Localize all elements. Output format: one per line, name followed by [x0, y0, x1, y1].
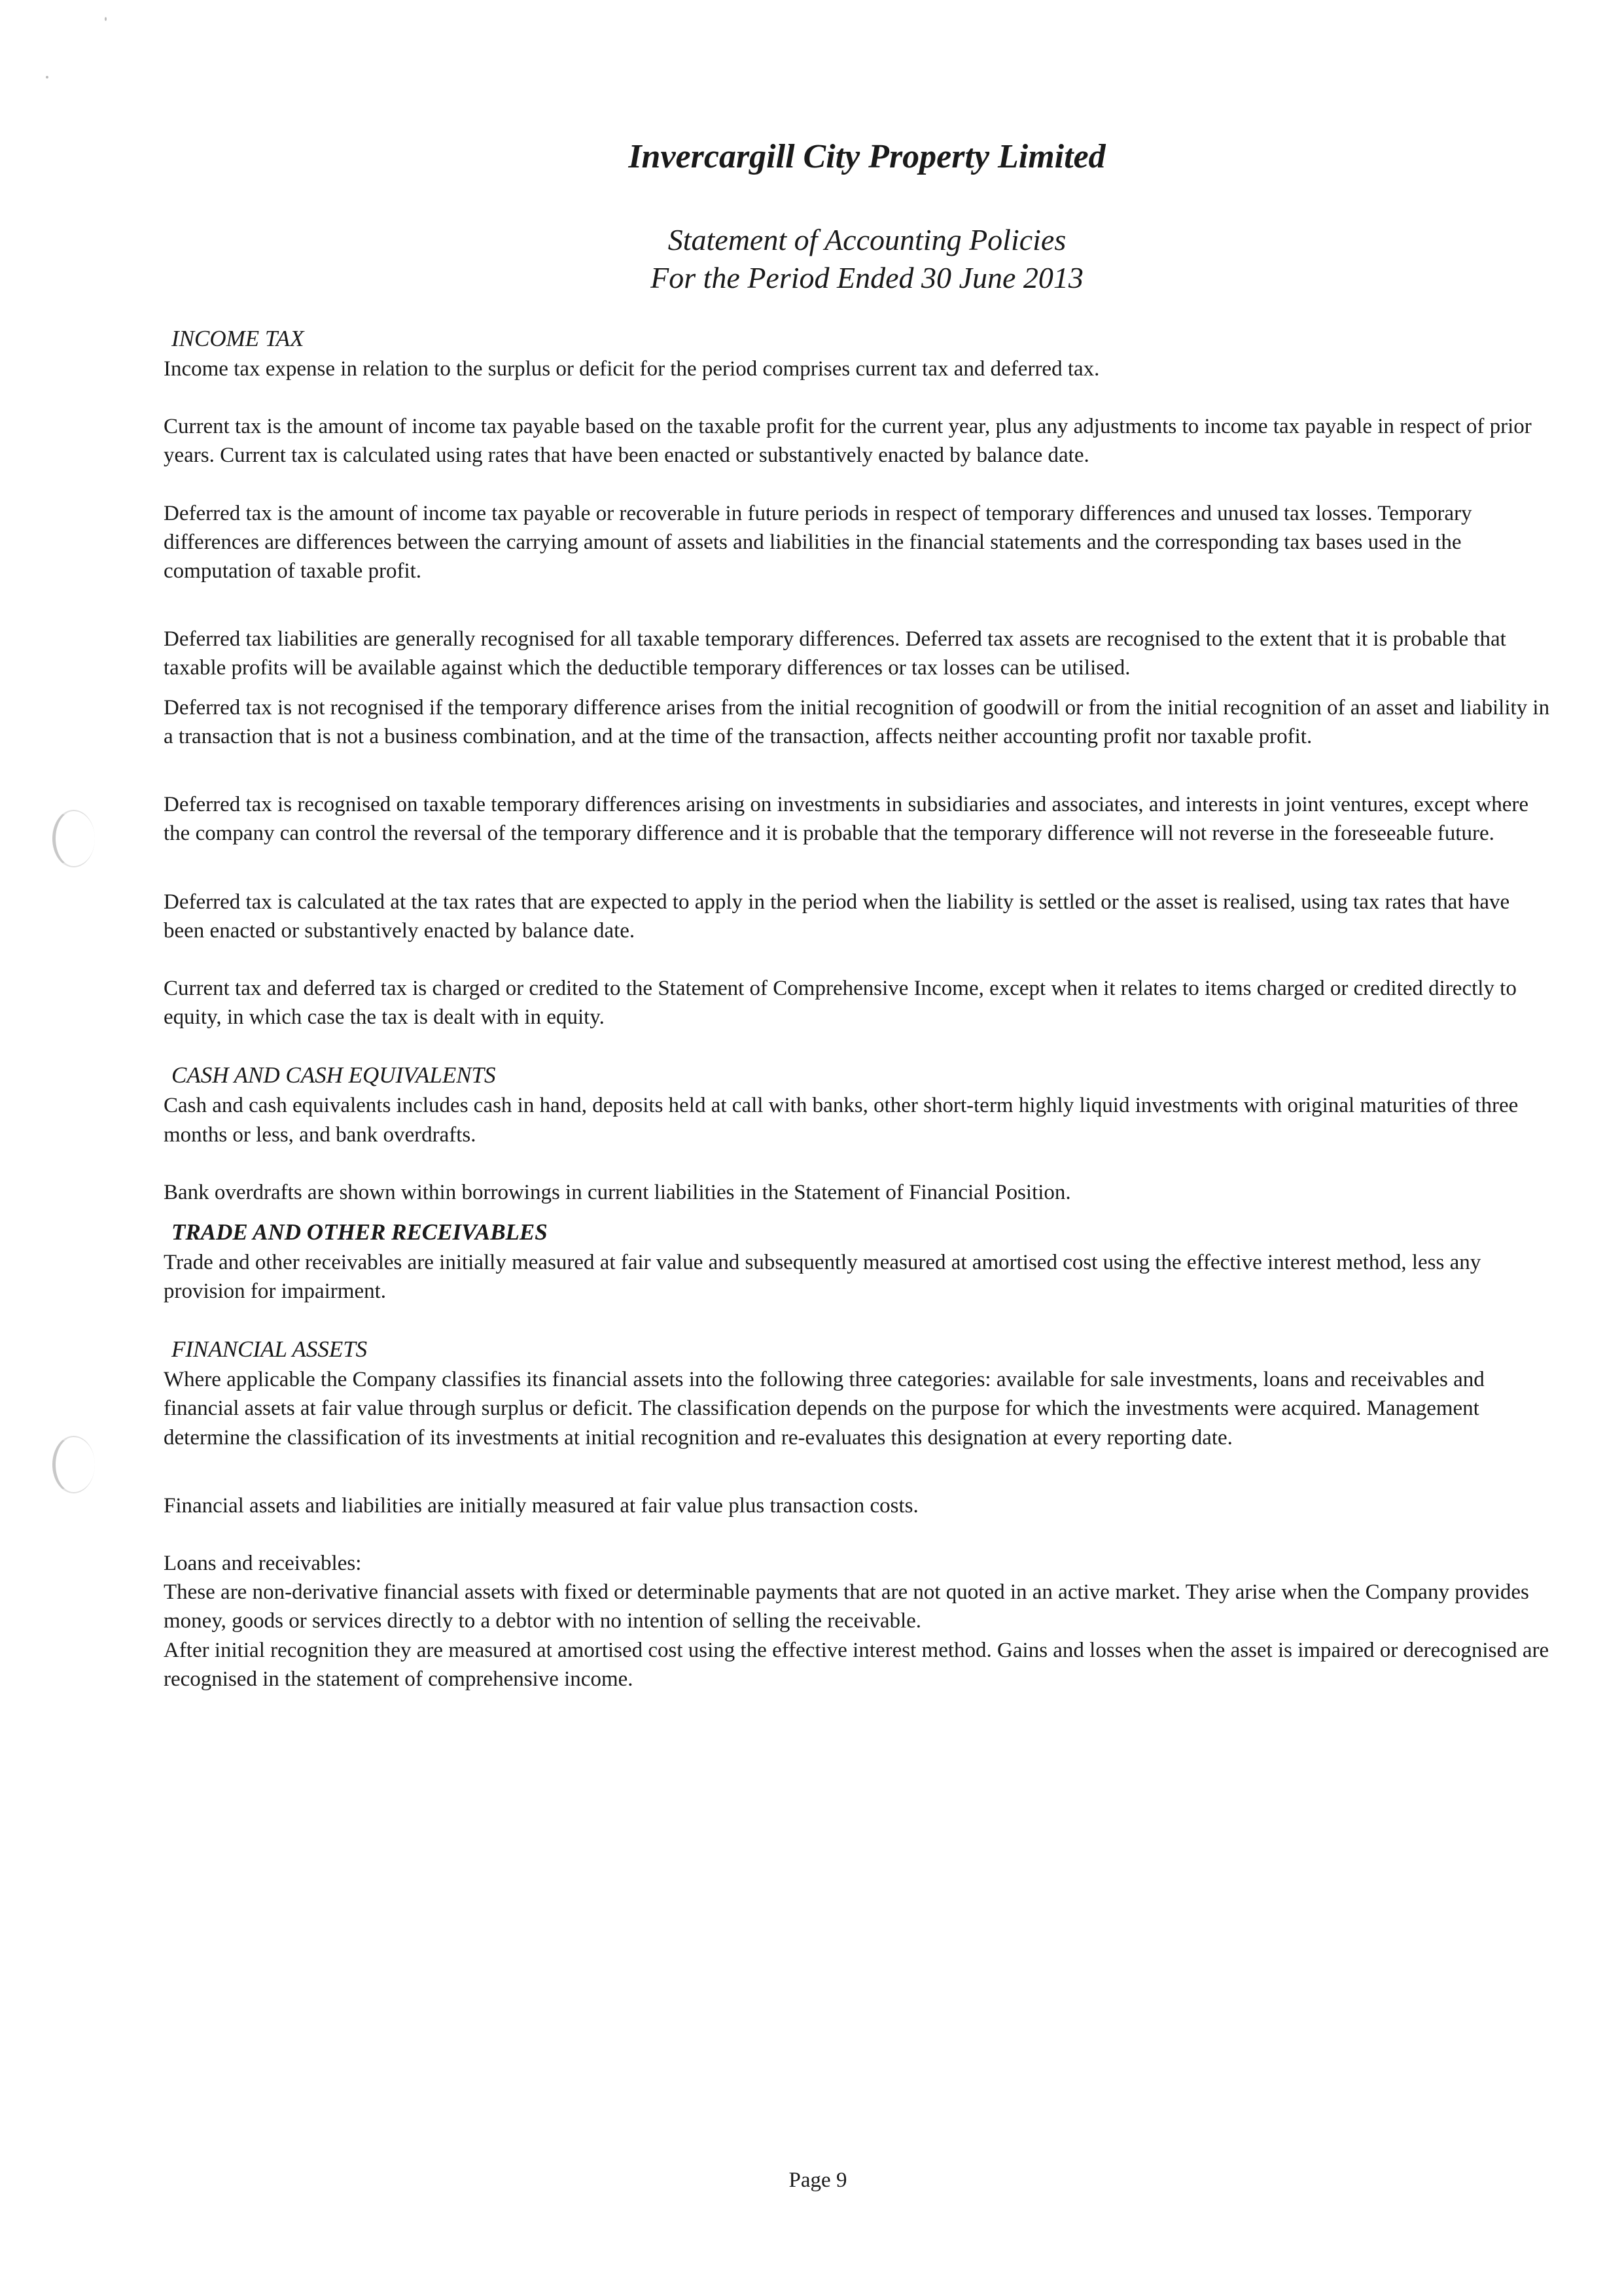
section-income-tax	[164, 324, 1551, 1032]
document-body	[164, 324, 1551, 1694]
statement-title: Statement of Accounting Policies	[667, 223, 1067, 256]
paragraph: These are non-derivative financial assets with fixed or determinable payments that are not quoted in an active market. They arise when the Company provides money, goods or services directly to a debtor with no intention of selling the receivable.	[164, 1580, 1529, 1633]
section-financial-assets	[164, 1334, 1551, 1694]
scan-speck	[46, 76, 48, 78]
paragraph: Cash and cash equivalents includes cash in hand, deposits held at call with banks, other short-term highly liquid investments with original maturities of three months or less, and bank overdrafts.	[164, 1094, 1519, 1147]
scan-speck	[105, 17, 107, 21]
paragraph: Current tax and deferred tax is charged or credited to the Statement of Comprehensive Income, except when it relates to items charged or credited directly to equity, in which case the tax is dealt with in equity.	[164, 976, 1517, 1030]
paragraph: Income tax expense in relation to the surplus or deficit for the period comprises current tax and deferred tax.	[164, 357, 1100, 381]
paragraph: Deferred tax is calculated at the tax rates that are expected to apply in the period when the liability is settled or the asset is realised, using tax rates that have been enacted or substantively enacted by balance date.	[164, 890, 1510, 943]
paragraph: Loans and receivables:	[164, 1552, 362, 1576]
paragraph: Deferred tax is the amount of income tax payable or recoverable in future periods in respect of temporary differences and unused tax losses. Temporary differences are differences between the carrying amount of assets and liabilities in the financial statements and the corresponding tax bases used in the computation of taxable profit.	[164, 501, 1472, 583]
paragraph: Deferred tax is not recognised if the temporary difference arises from the initial recognition of goodwill or from the initial recognition of an asset and liability in a transaction that is not a business combination, and at the time of the transaction, affects neither accounting profit nor taxable profit.	[164, 695, 1550, 748]
section-cash-equivalents	[164, 1060, 1551, 1207]
section-heading: CASH AND CASH EQUIVALENTS	[171, 1062, 496, 1088]
paragraph: Financial assets and liabilities are initially measured at fair value plus transaction costs.	[164, 1493, 919, 1518]
section-heading: TRADE AND OTHER RECEIVABLES	[171, 1219, 548, 1245]
section-heading: FINANCIAL ASSETS	[171, 1336, 368, 1363]
punch-hole-mark	[52, 810, 95, 867]
paragraph: Deferred tax is recognised on taxable temporary differences arising on investments in subsidiaries and associates, and interests in joint ventures, except where the company can control the reversal of the temporary difference and it is probable that the temporary difference will not reverse in the foreseeable future.	[164, 793, 1528, 846]
paragraph: Where applicable the Company classifies its financial assets into the following three categories: available for sale investments, loans and receivables and financial assets at fair value through surplus or deficit. The classification depends on the purpose for which the investments were acquired. Management determine the classification of its investments at initial recognition and re-evaluates this designation at every reporting date.	[164, 1368, 1485, 1450]
page-number: Page 9	[788, 2168, 847, 2192]
paragraph: Bank overdrafts are shown within borrowings in current liabilities in the Statement of Financial Position.	[164, 1180, 1071, 1204]
section-heading: INCOME TAX	[171, 326, 304, 351]
section-trade-receivables	[164, 1217, 1551, 1306]
paragraph: Current tax is the amount of income tax payable based on the taxable profit for the current year, plus any adjustments to income tax payable in respect of prior years. Current tax is calculated using rates that have been enacted or substantively enacted by balance date.	[164, 415, 1532, 468]
punch-hole-mark	[52, 1436, 95, 1493]
period-title: For the Period Ended 30 June 2013	[650, 261, 1084, 294]
paragraph: After initial recognition they are measured at amortised cost using the effective interest method. Gains and losses when the asset is impaired or derecognised are recognised in the statement of comprehensive income.	[164, 1638, 1549, 1691]
company-title: Invercargill City Property Limited	[628, 138, 1106, 175]
paragraph: Deferred tax liabilities are generally recognised for all taxable temporary differences. Deferred tax assets are recognised to the extent that it is probable that taxable profits will be available against which the deductible temporary differences or tax losses can be utilised.	[164, 627, 1506, 680]
paragraph: Trade and other receivables are initially measured at fair value and subsequently measured at amortised cost using the effective interest method, less any provision for impairment.	[164, 1250, 1481, 1304]
